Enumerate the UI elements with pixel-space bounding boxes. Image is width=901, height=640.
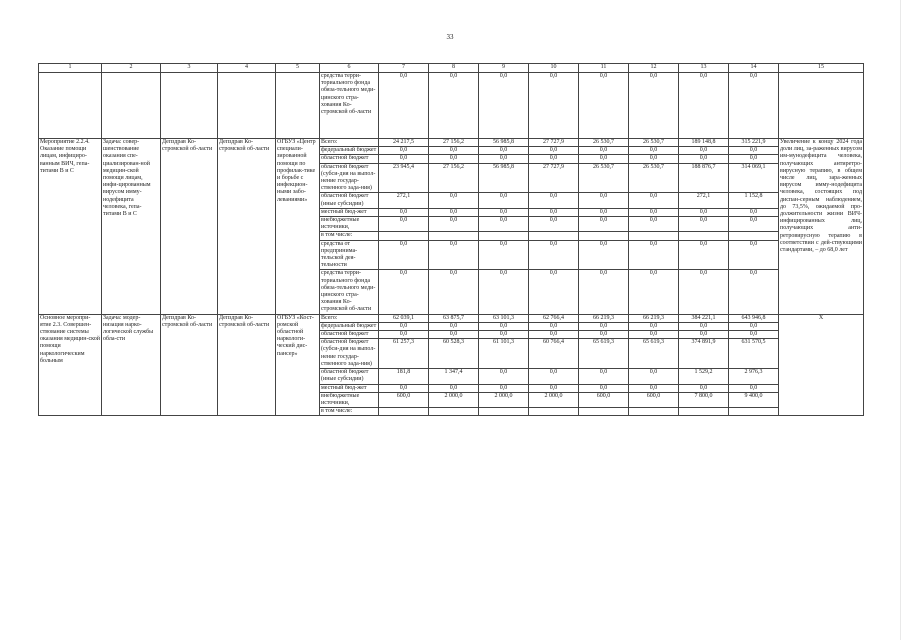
- value-cell: 0,0: [429, 240, 479, 270]
- value-cell: 0,0: [629, 155, 679, 163]
- value-cell: 26 530,7: [629, 139, 679, 147]
- funding-source: федеральный бюджет: [320, 322, 379, 330]
- value-cell: 181,8: [379, 369, 429, 384]
- value-cell: 0,0: [429, 193, 479, 208]
- funding-source: средства терри-ториального фонда обяза-тельного меди-цинского стра-хования Ко-стромской об-ласти: [320, 73, 379, 139]
- table-row: [39, 314, 864, 322]
- funding-source: областной бюджет: [320, 331, 379, 339]
- co-executor: Депздрав Ко-стромской об-ласти: [218, 314, 276, 416]
- empty-cell: [529, 232, 579, 240]
- value-cell: 66 219,3: [579, 314, 629, 322]
- column-header: 12: [629, 64, 679, 73]
- value-cell: 23 945,4: [379, 163, 429, 193]
- funding-source: местный бюд-жет: [320, 384, 379, 392]
- value-cell: 61 257,3: [379, 339, 429, 369]
- value-cell: 0,0: [429, 384, 479, 392]
- value-cell: 631 570,5: [729, 339, 779, 369]
- column-header: 5: [276, 64, 320, 73]
- value-cell: 0,0: [579, 331, 629, 339]
- funding-source: средства от предпринима-тельской дея-тельности: [320, 240, 379, 270]
- empty-cell: [729, 232, 779, 240]
- value-cell: 27 156,2: [429, 163, 479, 193]
- value-cell: 600,0: [379, 392, 429, 407]
- funding-source: местный бюд-жет: [320, 208, 379, 216]
- empty-cell: [276, 73, 320, 139]
- column-header: 1: [39, 64, 102, 73]
- empty-cell: [379, 232, 429, 240]
- column-header: 7: [379, 64, 429, 73]
- empty-cell: [679, 232, 729, 240]
- value-cell: 0,0: [579, 217, 629, 232]
- value-cell: 0,0: [379, 270, 429, 314]
- value-cell: 0,0: [529, 322, 579, 330]
- value-cell: 27 156,2: [429, 139, 479, 147]
- value-cell: 0,0: [379, 240, 429, 270]
- empty-cell: [779, 73, 864, 139]
- value-cell: 0,0: [479, 322, 529, 330]
- value-cell: 65 619,3: [579, 339, 629, 369]
- value-cell: 384 221,1: [679, 314, 729, 322]
- value-cell: 0,0: [429, 270, 479, 314]
- funding-source: средства терри-ториального фонда обяза-тельного меди-цинского стра-хования Ко-стромской об-ласти: [320, 270, 379, 314]
- value-cell: 272,1: [379, 193, 429, 208]
- value-cell: 188 876,7: [679, 163, 729, 193]
- value-cell: 27 727,9: [529, 163, 579, 193]
- empty-cell: [479, 232, 529, 240]
- value-cell: 0,0: [729, 73, 779, 139]
- responsible-executor: Депздрав Ко-стромской об-ласти: [161, 139, 218, 315]
- value-cell: 0,0: [529, 217, 579, 232]
- value-cell: 0,0: [379, 208, 429, 216]
- value-cell: 0,0: [679, 73, 729, 139]
- value-cell: 1 529,2: [679, 369, 729, 384]
- value-cell: 0,0: [629, 384, 679, 392]
- value-cell: 0,0: [629, 369, 679, 384]
- empty-cell: [679, 408, 729, 416]
- funding-source: Всего:: [320, 314, 379, 322]
- expected-result: Х: [779, 314, 864, 416]
- value-cell: 0,0: [529, 270, 579, 314]
- empty-cell: [379, 408, 429, 416]
- value-cell: 0,0: [629, 270, 679, 314]
- value-cell: 0,0: [629, 217, 679, 232]
- value-cell: 0,0: [679, 384, 729, 392]
- empty-cell: [579, 408, 629, 416]
- page-number: 33: [446, 33, 454, 41]
- funding-source: федеральный бюджет: [320, 147, 379, 155]
- value-cell: 7 800,0: [679, 392, 729, 407]
- value-cell: 24 217,5: [379, 139, 429, 147]
- value-cell: 56 985,8: [479, 139, 529, 147]
- value-cell: 0,0: [729, 331, 779, 339]
- empty-cell: [729, 408, 779, 416]
- carry-over-row: [39, 73, 864, 139]
- value-cell: 1 152,8: [729, 193, 779, 208]
- value-cell: 66 219,3: [629, 314, 679, 322]
- value-cell: 0,0: [629, 240, 679, 270]
- value-cell: 2 000,0: [429, 392, 479, 407]
- value-cell: 0,0: [679, 147, 729, 155]
- value-cell: 0,0: [629, 73, 679, 139]
- value-cell: 1 347,4: [429, 369, 479, 384]
- value-cell: 0,0: [579, 322, 629, 330]
- value-cell: 643 946,8: [729, 314, 779, 322]
- value-cell: 0,0: [679, 331, 729, 339]
- value-cell: 0,0: [579, 73, 629, 139]
- funding-source: областной бюджет (субси-дия на выпол-нение государ-ственного зада-ния): [320, 163, 379, 193]
- value-cell: 0,0: [729, 322, 779, 330]
- task-description: Задача: модер-низация нарко-логической службы обла-сти: [102, 314, 161, 416]
- column-header: 3: [161, 64, 218, 73]
- co-executor: Депздрав Ко-стромской об-ласти: [218, 139, 276, 315]
- value-cell: 0,0: [529, 240, 579, 270]
- funding-source: в том числе:: [320, 232, 379, 240]
- value-cell: 0,0: [429, 331, 479, 339]
- column-header: 14: [729, 64, 779, 73]
- value-cell: 0,0: [429, 217, 479, 232]
- value-cell: 0,0: [729, 384, 779, 392]
- value-cell: 0,0: [429, 147, 479, 155]
- column-header: 15: [779, 64, 864, 73]
- expected-result: Увеличение к концу 2024 года доли лиц, за-раженных вирусом им-мунодефицита человека, получающих антиретро-вирусную терапию, в общем числе лиц, зара-женных вирусом имму-нодефицита человека, состоящих под диспан-серным наблюдением, до 73,5%, ожидаемой про-должительности жизни ВИЧ-инфицированных лиц, получающих анти-ретровирусную терапию в соответствии с дей-ствующими стандартами, – до 68,0 лет: [779, 139, 864, 315]
- value-cell: 26 530,7: [579, 139, 629, 147]
- budget-table: [38, 63, 864, 416]
- funding-source: областной бюджет (иные субсидии): [320, 369, 379, 384]
- value-cell: 0,0: [479, 270, 529, 314]
- activity-name: Мероприятие 2.2.4. Оказание помощи лицам, инфициро-ванным ВИЧ, гепа-титами В и С: [39, 139, 102, 315]
- empty-cell: [479, 408, 529, 416]
- value-cell: 0,0: [529, 73, 579, 139]
- column-header: 11: [579, 64, 629, 73]
- value-cell: 0,0: [629, 331, 679, 339]
- funding-source: Всего:: [320, 139, 379, 147]
- value-cell: 0,0: [479, 369, 529, 384]
- value-cell: 0,0: [579, 208, 629, 216]
- value-cell: 0,0: [729, 155, 779, 163]
- value-cell: 0,0: [479, 193, 529, 208]
- value-cell: 189 148,8: [679, 139, 729, 147]
- task-description: Задача: совер-шенствование оказания спе-циализирован-ной медицин-ской помощи лицам, инфи-цированным вирусом имму-нодефицита человека, гепа-титами В и С: [102, 139, 161, 315]
- participant: ОГБУЗ «Кост-ромской областной наркологи-ческий дис-пансер»: [276, 314, 320, 416]
- value-cell: 0,0: [529, 369, 579, 384]
- value-cell: 62 766,4: [529, 314, 579, 322]
- value-cell: 0,0: [379, 147, 429, 155]
- empty-cell: [218, 73, 276, 139]
- column-header: 9: [479, 64, 529, 73]
- column-header: 2: [102, 64, 161, 73]
- value-cell: 2 000,0: [529, 392, 579, 407]
- value-cell: 60 528,3: [429, 339, 479, 369]
- value-cell: 63 875,7: [429, 314, 479, 322]
- column-header: 10: [529, 64, 579, 73]
- value-cell: 315 221,9: [729, 139, 779, 147]
- value-cell: 0,0: [679, 155, 729, 163]
- value-cell: 0,0: [579, 155, 629, 163]
- empty-cell: [579, 232, 629, 240]
- value-cell: 0,0: [379, 384, 429, 392]
- empty-cell: [629, 408, 679, 416]
- value-cell: 26 530,7: [629, 163, 679, 193]
- value-cell: 0,0: [629, 193, 679, 208]
- value-cell: 27 727,9: [529, 139, 579, 147]
- value-cell: 0,0: [629, 208, 679, 216]
- value-cell: 0,0: [729, 208, 779, 216]
- table-row: [39, 139, 864, 147]
- value-cell: 0,0: [379, 155, 429, 163]
- value-cell: 600,0: [629, 392, 679, 407]
- funding-source: областной бюджет (иные субсидии): [320, 193, 379, 208]
- value-cell: 0,0: [529, 384, 579, 392]
- value-cell: 0,0: [429, 73, 479, 139]
- value-cell: 0,0: [529, 155, 579, 163]
- column-header: 4: [218, 64, 276, 73]
- value-cell: 9 400,0: [729, 392, 779, 407]
- value-cell: 0,0: [479, 147, 529, 155]
- responsible-executor: Депздрав Ко-стромской об-ласти: [161, 314, 218, 416]
- value-cell: 0,0: [429, 208, 479, 216]
- value-cell: 0,0: [379, 73, 429, 139]
- value-cell: 0,0: [529, 147, 579, 155]
- value-cell: 0,0: [729, 147, 779, 155]
- column-header: 6: [320, 64, 379, 73]
- value-cell: 0,0: [379, 217, 429, 232]
- value-cell: 0,0: [579, 384, 629, 392]
- value-cell: 0,0: [679, 270, 729, 314]
- value-cell: 0,0: [479, 331, 529, 339]
- funding-source: в том числе:: [320, 408, 379, 416]
- column-header: 13: [679, 64, 729, 73]
- funding-source: внебюджетные источники,: [320, 392, 379, 407]
- value-cell: 0,0: [479, 155, 529, 163]
- funding-source: областной бюджет (субси-дия на выпол-нение государ-ственного зада-ния): [320, 339, 379, 369]
- empty-cell: [39, 73, 102, 139]
- value-cell: 2 976,3: [729, 369, 779, 384]
- value-cell: 0,0: [529, 208, 579, 216]
- value-cell: 0,0: [729, 240, 779, 270]
- value-cell: 314 069,1: [729, 163, 779, 193]
- empty-cell: [102, 73, 161, 139]
- value-cell: 60 766,4: [529, 339, 579, 369]
- value-cell: 0,0: [679, 208, 729, 216]
- value-cell: 0,0: [579, 369, 629, 384]
- value-cell: 65 619,3: [629, 339, 679, 369]
- funding-source: внебюджетные источники,: [320, 217, 379, 232]
- value-cell: 26 530,7: [579, 163, 629, 193]
- value-cell: 0,0: [479, 384, 529, 392]
- value-cell: 2 000,0: [479, 392, 529, 407]
- value-cell: 0,0: [729, 270, 779, 314]
- value-cell: 62 039,1: [379, 314, 429, 322]
- value-cell: 0,0: [529, 331, 579, 339]
- value-cell: 0,0: [479, 208, 529, 216]
- value-cell: 0,0: [379, 322, 429, 330]
- value-cell: 0,0: [479, 240, 529, 270]
- empty-cell: [629, 232, 679, 240]
- value-cell: 0,0: [429, 322, 479, 330]
- value-cell: 600,0: [579, 392, 629, 407]
- value-cell: 0,0: [479, 73, 529, 139]
- value-cell: 0,0: [579, 240, 629, 270]
- participant: ОГБУЗ «Центр специали-зированной помощи по профилак-тике и борьбе с инфекцион-ными забо-леваниями»: [276, 139, 320, 315]
- value-cell: 0,0: [679, 240, 729, 270]
- value-cell: 0,0: [579, 270, 629, 314]
- value-cell: 0,0: [529, 193, 579, 208]
- value-cell: 56 985,8: [479, 163, 529, 193]
- empty-cell: [429, 232, 479, 240]
- value-cell: 0,0: [679, 217, 729, 232]
- column-header: 8: [429, 64, 479, 73]
- empty-cell: [161, 73, 218, 139]
- value-cell: 272,1: [679, 193, 729, 208]
- value-cell: 0,0: [629, 147, 679, 155]
- value-cell: 0,0: [429, 155, 479, 163]
- value-cell: 0,0: [479, 217, 529, 232]
- value-cell: 0,0: [729, 217, 779, 232]
- value-cell: 0,0: [579, 193, 629, 208]
- value-cell: 0,0: [679, 322, 729, 330]
- value-cell: 0,0: [579, 147, 629, 155]
- empty-cell: [429, 408, 479, 416]
- value-cell: 61 101,3: [479, 339, 529, 369]
- value-cell: 0,0: [379, 331, 429, 339]
- value-cell: 374 891,9: [679, 339, 729, 369]
- empty-cell: [529, 408, 579, 416]
- column-number-row: [39, 64, 864, 73]
- funding-source: областной бюджет: [320, 155, 379, 163]
- value-cell: 0,0: [629, 322, 679, 330]
- value-cell: 63 101,3: [479, 314, 529, 322]
- activity-name: Основное меропри-ятие 2.3. Совершен-ствование системы оказания медицин-ской помощи наркологическим больным: [39, 314, 102, 416]
